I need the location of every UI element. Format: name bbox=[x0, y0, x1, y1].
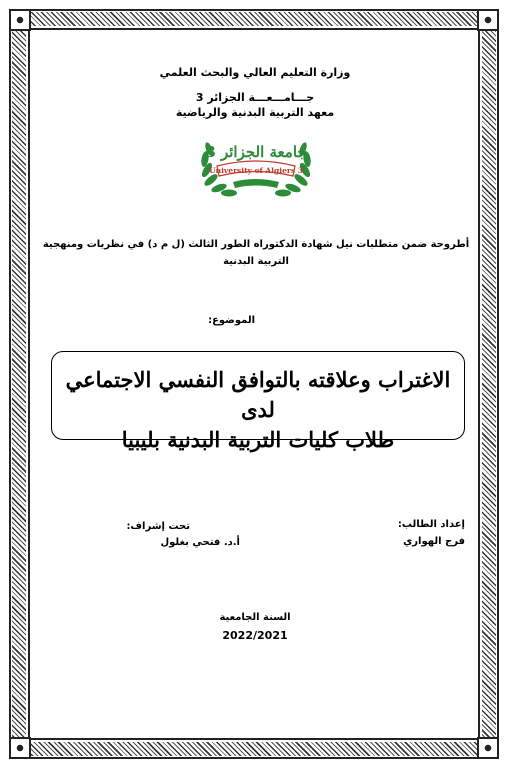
student-name: فرج الهواري bbox=[403, 536, 465, 547]
university-name: جـــامـــعـــة الجزائر 3 bbox=[195, 91, 315, 104]
subject-label: الموضوع: bbox=[208, 315, 255, 326]
thesis-title-box bbox=[51, 351, 465, 452]
border-corner-ornament bbox=[9, 9, 31, 31]
academic-year-label: السنة الجامعية bbox=[219, 612, 291, 623]
thesis-title-line-1: الاغتراب وعلاقته بالتوافق النفسي الاجتماعي لدى bbox=[65, 367, 451, 422]
prepared-by-label: إعداد الطالب: bbox=[397, 519, 465, 530]
border-corner-ornament bbox=[477, 737, 499, 759]
academic-year-value: 2022/2021 bbox=[222, 629, 288, 642]
logo-arabic-text: جامعة الجزائر 3 bbox=[205, 143, 307, 161]
thesis-description: أطروحة ضمن متطلبات نيل شهادة الدكتوراه الطور الثالث (ل م د) في نظريات ومنهجية التربية البدنية bbox=[42, 239, 470, 267]
supervisor-name: أ.د. فتحي بغلول bbox=[160, 537, 240, 548]
logo-english-text: University of Algiers 3 bbox=[209, 166, 303, 175]
supervisor-label: تحت إشراف: bbox=[126, 521, 190, 532]
institute-name: معهد التربية البدنية والرياضية bbox=[175, 106, 335, 119]
thesis-title-line-2: طلاب كليات التربية البدنية بليبيا bbox=[121, 427, 395, 452]
university-logo bbox=[193, 130, 319, 202]
border-corner-ornament bbox=[9, 737, 31, 759]
ministry-name: وزارة التعليم العالي والبحث العلمي bbox=[159, 66, 351, 79]
border-corner-ornament bbox=[477, 9, 499, 31]
